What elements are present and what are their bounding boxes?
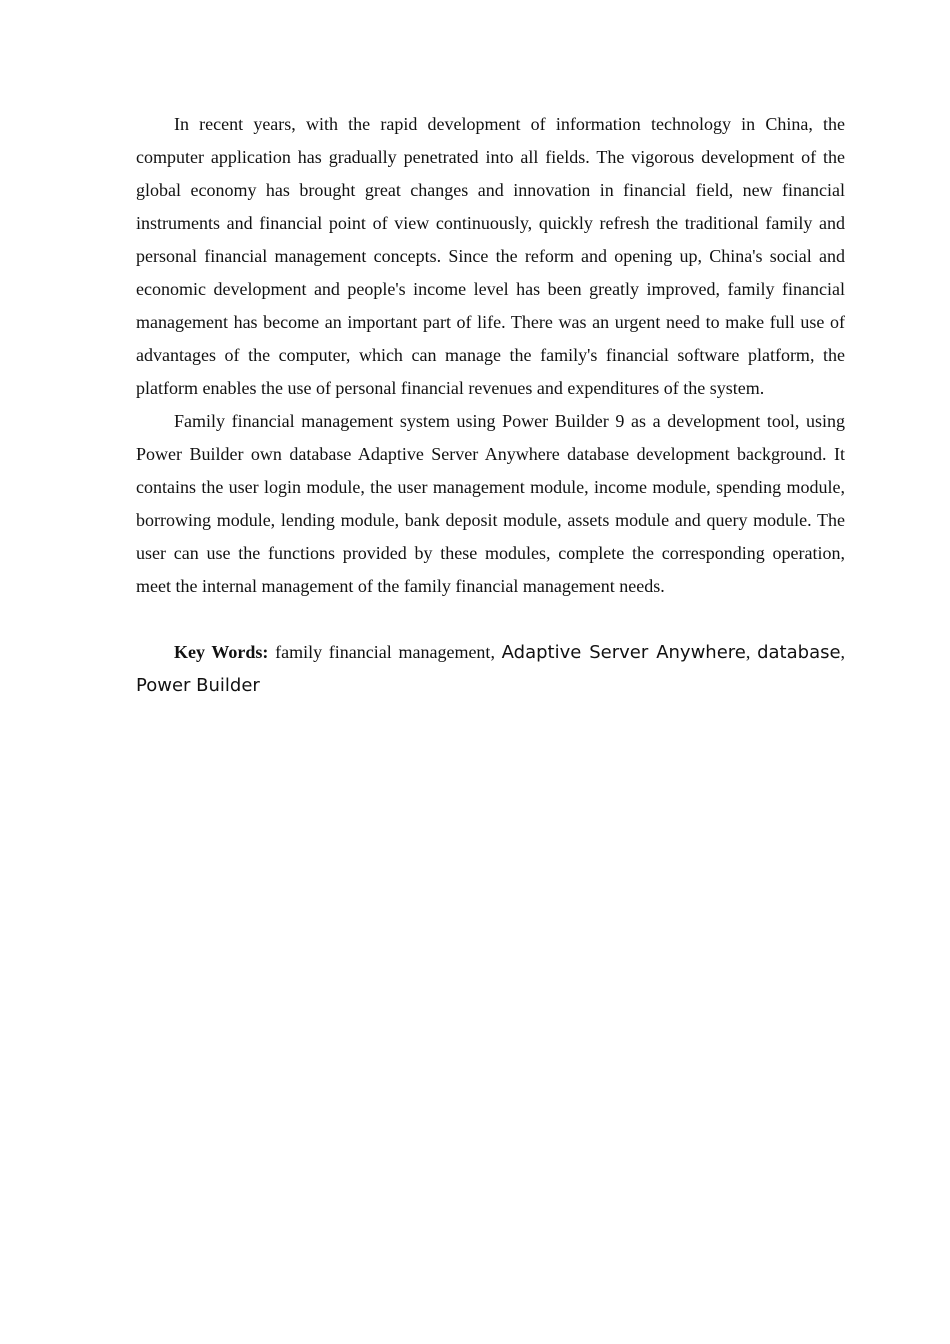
keyword-separator: , <box>745 642 751 662</box>
keyword-separator: , <box>490 642 495 662</box>
keyword-item: family financial management <box>275 642 491 662</box>
keyword-item: Power Builder <box>136 675 260 696</box>
keywords-line <box>136 636 845 702</box>
keywords-label: Key Words: <box>174 642 269 662</box>
abstract-body <box>136 108 845 702</box>
keyword-item: Adaptive Server Anywhere <box>501 642 746 663</box>
keyword-item: database <box>757 642 841 663</box>
keyword-separator: , <box>840 642 846 662</box>
abstract-paragraph-1: In recent years, with the rapid development of information technology in China, the computer application has gradually penetrated into all fields. The vigorous development of the global economy has brought great changes and innovation in financial field, new financial instruments and financial point of view continuously, quickly refresh the traditional family and personal financial management concepts. Since the reform and opening up, China's social and economic development and people's income level has been greatly improved, family financial management has become an important part of life. There was an urgent need to make full use of advantages of the computer, which can manage the family's financial software platform, the platform enables the use of personal financial revenues and expenditures of the system. <box>136 114 845 398</box>
abstract-paragraph-2: Family financial management system using Power Builder 9 as a development tool, using Power Builder own database Adaptive Server Anywhere database development background. It contains the user login module, the user management module, income module, spending module, borrowing module, lending module, bank deposit module, assets module and query module. The user can use the functions provided by these modules, complete the corresponding operation, meet the internal management of the family financial management needs. <box>136 411 845 596</box>
